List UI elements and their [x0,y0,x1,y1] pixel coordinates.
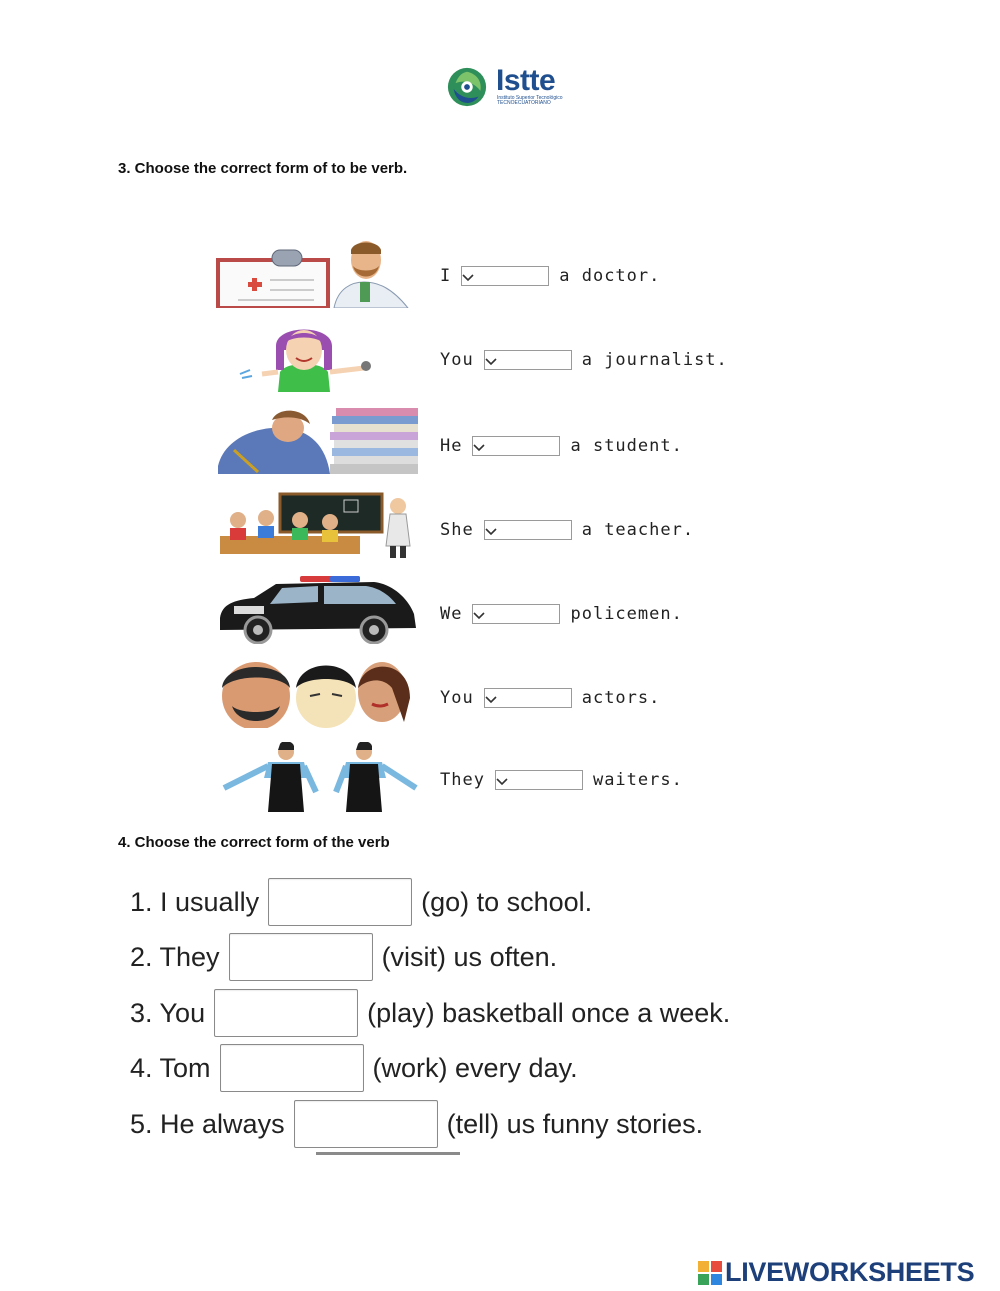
sentence-end: (work) every day. [372,1052,578,1083]
chevron-down-icon [496,778,508,786]
sentence-end: (tell) us funny stories. [446,1108,704,1139]
liveworksheets-brand [698,1257,974,1288]
verb-select[interactable] [472,604,560,624]
exercise4-item [130,877,592,927]
exercise3-title: 3. Choose the correct form of to be verb. [118,160,408,177]
answer-input[interactable] [294,1100,438,1148]
rest-text: waiters. [592,770,683,790]
subject-text: They [440,770,485,790]
sentence-start: 4. Tom [130,1052,211,1083]
exercise4-item [130,1043,578,1093]
sentence-start: 2. They [130,941,220,972]
student-picture-icon [214,406,420,476]
answer-input[interactable] [214,989,358,1037]
chevron-down-icon [485,358,497,366]
sentence-end: (play) basketball once a week. [367,997,731,1028]
journalist-picture-icon [214,322,420,392]
sentence-start: 1. I usually [130,886,260,917]
answer-input[interactable] [220,1044,364,1092]
answer-input[interactable] [229,933,373,981]
subject-text: You [440,350,474,370]
chevron-down-icon [473,612,485,620]
liveworksheets-wordmark: LIVEWORKSHEETS [725,1257,975,1287]
verb-select[interactable] [484,688,572,708]
subject-text: He [440,436,463,456]
rest-text: policemen. [570,604,683,624]
rest-text: actors. [581,688,661,708]
rest-text: a teacher. [581,520,695,540]
subject-text: She [440,520,474,540]
chevron-down-icon [485,528,497,536]
verb-select[interactable] [495,770,583,790]
rest-text: a student. [570,436,683,456]
cropped-input-edge [316,1152,460,1155]
waiters-picture-icon [214,742,420,812]
chevron-down-icon [485,696,497,704]
exercise4-item [130,988,730,1038]
police-car-picture-icon [214,574,420,644]
doctor-picture-icon [214,238,420,308]
exercise4-title: 4. Choose the correct form of the verb [118,834,390,851]
chevron-down-icon [473,444,485,452]
rest-text: a doctor. [559,266,661,286]
logo-subtext: Instituto Superior Tecnológico TECNOECUATORIANO [497,95,563,106]
subject-text: We [440,604,463,624]
exercise3-item [214,658,814,730]
exercise3-item [214,238,814,310]
exercise3-item [214,322,814,394]
exercise4-item [130,932,557,982]
logo-wordmark: Istte [496,64,556,97]
teacher-picture-icon [214,490,420,560]
liveworksheets-logo-icon [698,1261,722,1285]
exercise4-item [130,1099,703,1149]
rest-text: a journalist. [581,350,728,370]
actors-picture-icon [214,658,420,728]
sentence-end: (visit) us often. [381,941,558,972]
verb-select[interactable] [472,436,560,456]
exercise3-item [214,742,814,814]
verb-select[interactable] [461,266,549,286]
exercise3-item [214,490,814,562]
istte-logo-icon [446,66,488,108]
answer-input[interactable] [268,878,412,926]
exercise3-item [214,574,814,646]
exercise3-item [214,406,814,478]
verb-select[interactable] [484,520,572,540]
subject-text: You [440,688,474,708]
sentence-end: (go) to school. [421,886,593,917]
verb-select[interactable] [484,350,572,370]
sentence-start: 3. You [130,997,206,1028]
subject-text: I [440,266,452,286]
sentence-start: 5. He always [130,1108,285,1139]
chevron-down-icon [462,274,474,282]
